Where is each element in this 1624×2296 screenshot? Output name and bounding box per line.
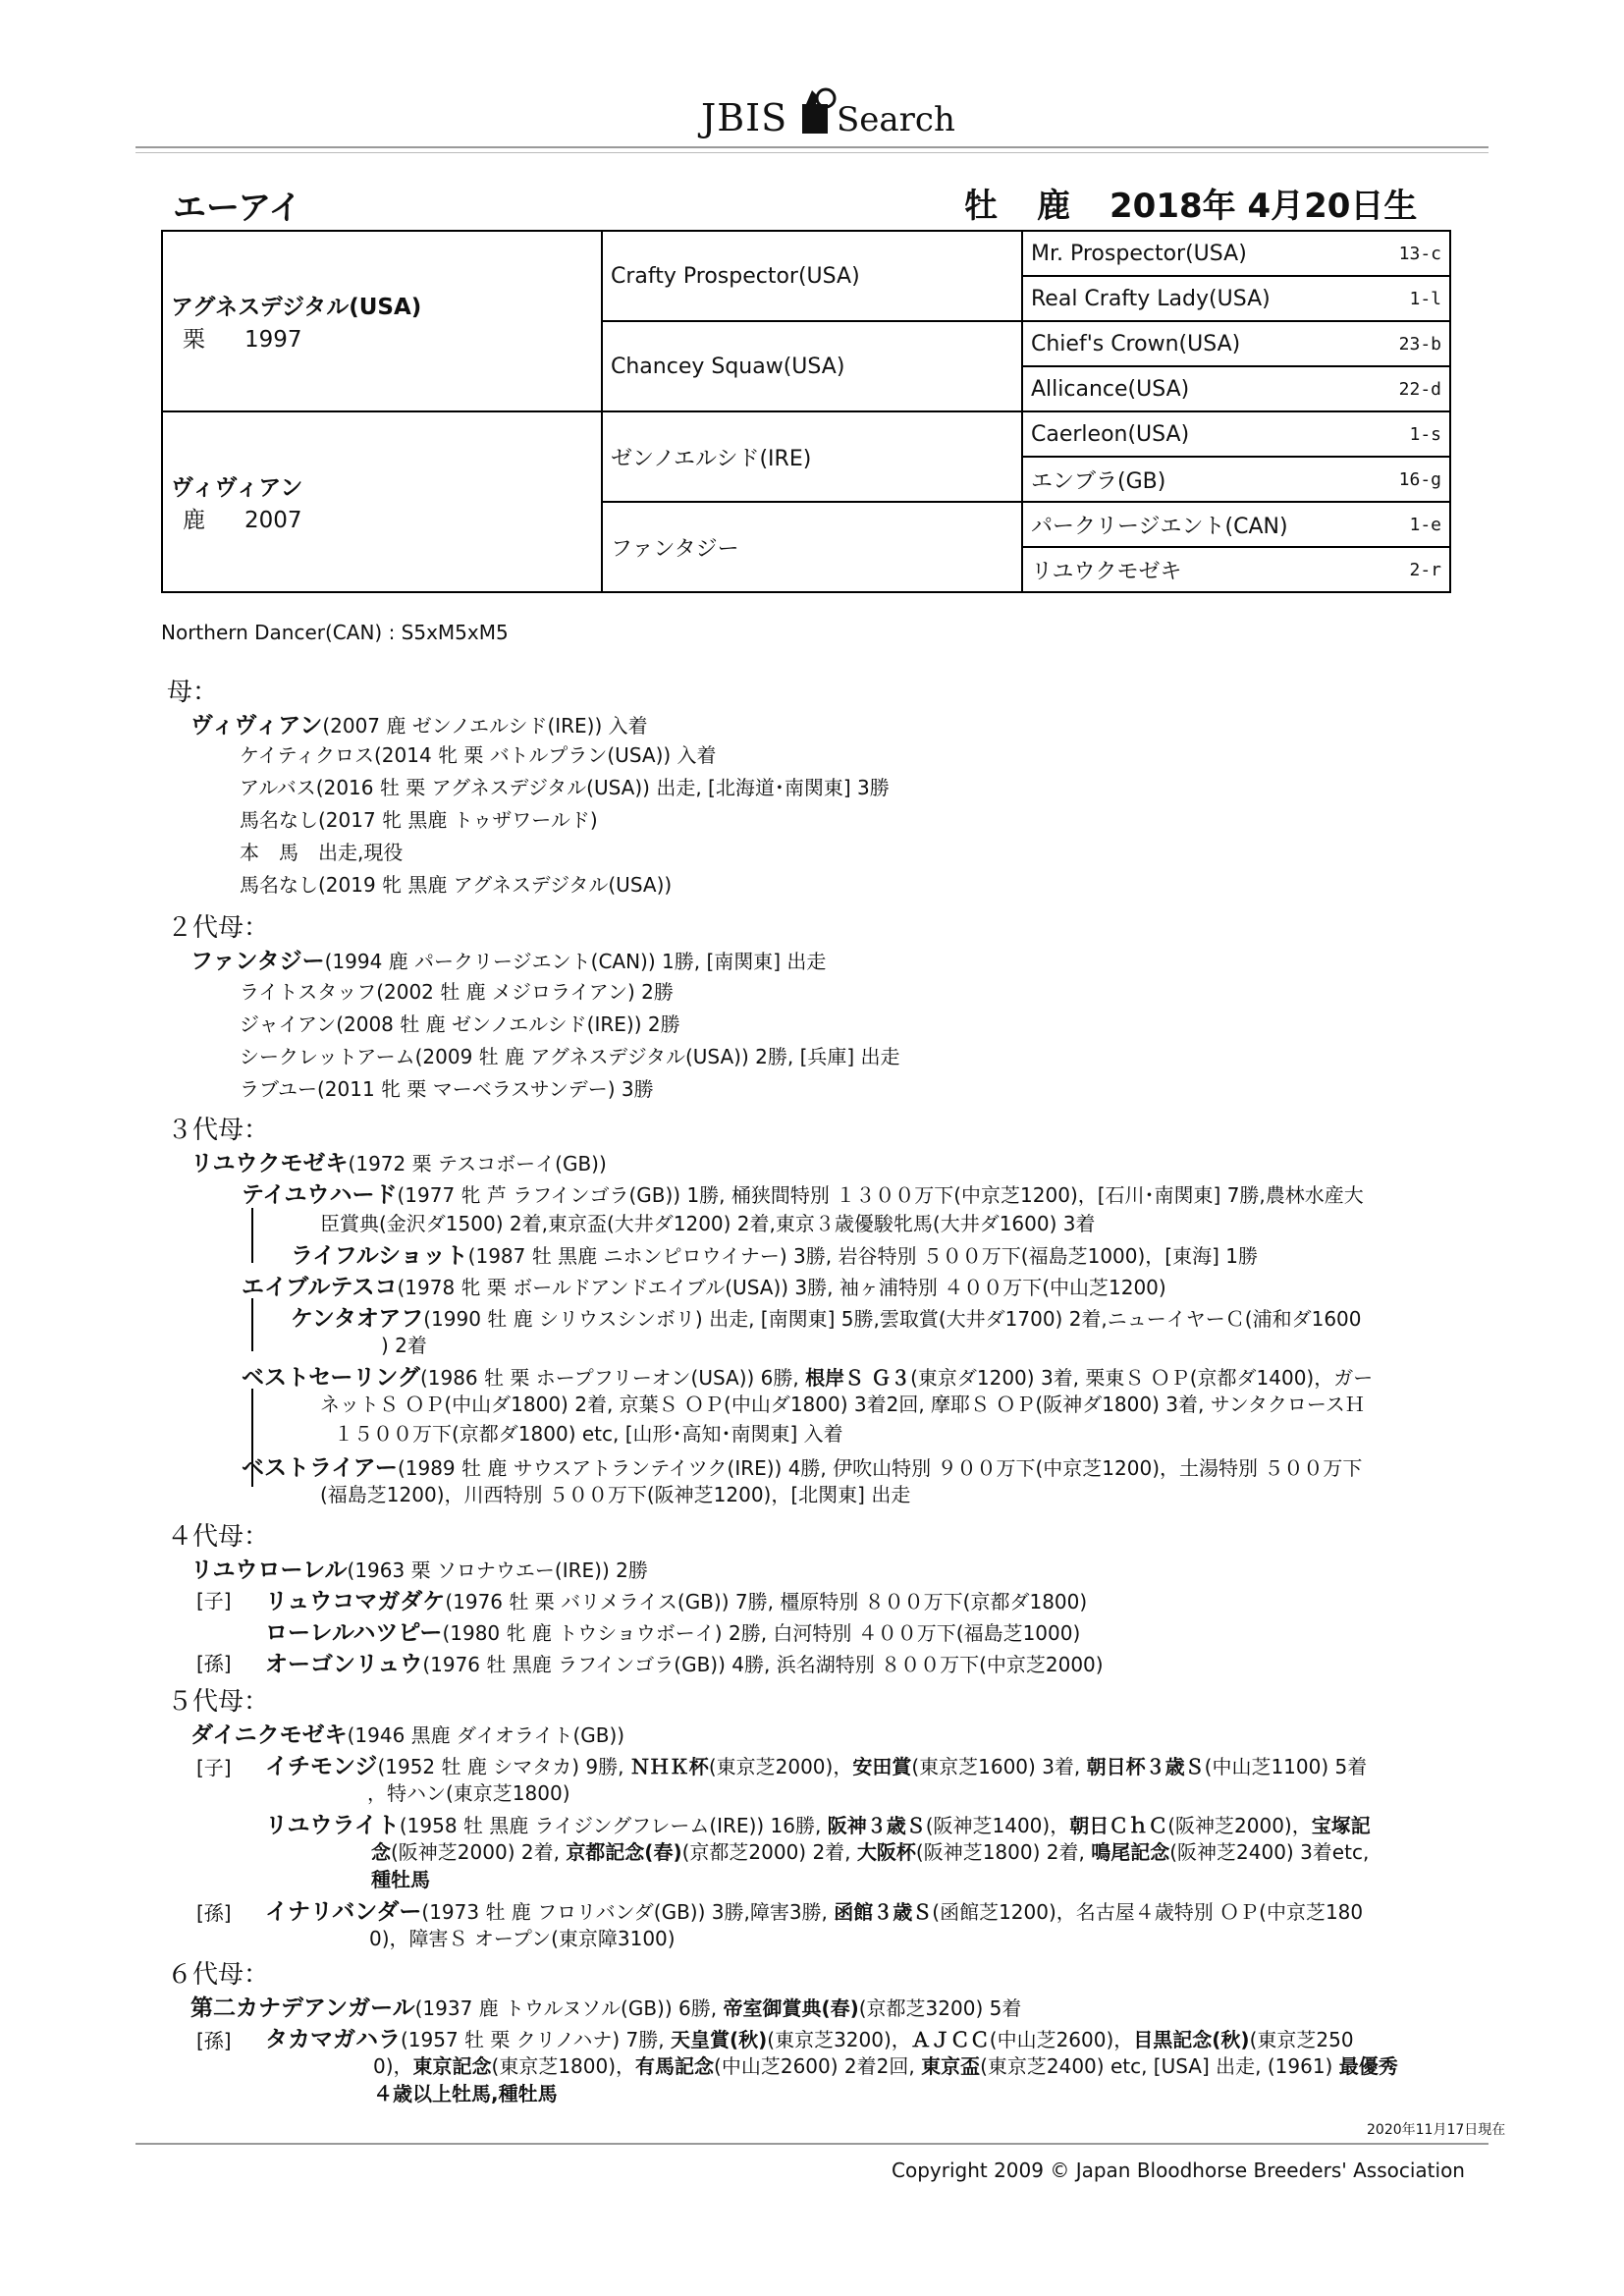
family-line: オーゴンリュウ(1976 牡 黒鹿 ラフインゴラ(GB)) 4勝, 浜名湖特別 ８００万下(中京芝2000) — [265, 1652, 1104, 1677]
family-line: ネットＳ ＯＰ(中山ダ1800) 2着, 京葉Ｓ ＯＰ(中山ダ1800) 3着2回, 摩耶Ｓ ＯＰ(阪神ダ1800) 3着, サンタクロースＨ — [320, 1393, 1365, 1416]
family-line: 馬名なし(2017 牝 黒鹿 トゥザワールド) — [240, 808, 598, 832]
family-line: タカマガハラ(1957 牡 栗 クリノハナ) 7勝, 天皇賞(秋)(東京芝3200)，ＡＪＣＣ(中山芝2600)，目黒記念(秋)(東京芝250 — [265, 2027, 1354, 2052]
child-tag: [子] — [196, 1756, 232, 1779]
horse-bag-icon — [798, 86, 838, 136]
section-title-6th-dam: ６代母： — [167, 1960, 270, 1990]
family-line: シークレットアーム(2009 牡 鹿 アグネスデジタル(USA)) 2勝, [兵庫] 出走 — [240, 1045, 900, 1068]
logo-text-search: Search — [837, 100, 955, 139]
family-line: ケイティクロス(2014 牝 栗 バトルプラン(USA)) 入着 — [240, 743, 717, 767]
copyright: Copyright 2009 © Japan Bloodhorse Breeders' Association — [892, 2159, 1465, 2182]
grandchild-tag: [孫] — [196, 1652, 232, 1675]
family-line: ファンタジー(1994 鹿 パークリージエント(CAN)) 1勝, [南関東] 出走 — [190, 949, 827, 974]
pedigree-dam[interactable] — [162, 411, 602, 592]
family-line: ベストライアー(1989 牡 鹿 サウスアトランテイツク(IRE)) 4勝, 伊吹山特別 ９００万下(中京芝1200)，土湯特別 ５００万下 — [242, 1455, 1363, 1481]
family-line: イナリバンダー(1973 牡 鹿 フロリバンダ(GB)) 3勝,障害3勝, 函館３歳Ｓ(函館芝1200)，名古屋４歳特別 ＯＰ(中京芝180 — [265, 1899, 1364, 1925]
grandchild-tag: [孫] — [196, 2029, 232, 2052]
family-line: リユウライト(1958 牡 黒鹿 ライジングフレーム(IRE)) 16勝, 阪神３歳Ｓ(阪神芝1400)，朝日ＣｈＣ(阪神芝2000)，宝塚記 — [265, 1813, 1371, 1838]
logo-text-jbis: JBIS — [701, 96, 788, 139]
dam-color: 鹿 — [183, 508, 205, 533]
family-line: ラブユー(2011 牝 栗 マーベラスサンデー) 3勝 — [240, 1077, 654, 1101]
sire-year: 1997 — [244, 327, 302, 353]
descendant-bracket — [251, 1298, 253, 1351]
footer-rule — [135, 2143, 1489, 2145]
pedigree-gen3-6[interactable]: エンブラ(GB) — [1022, 457, 1375, 502]
sire-color: 栗 — [183, 327, 205, 353]
family-line: ローレルハツピー(1980 牝 鹿 トウショウボーイ) 2勝, 白河特別 ４００万下(福島芝1000) — [265, 1620, 1081, 1646]
section-title-5th-dam: ５代母： — [167, 1687, 270, 1717]
family-line: 念(阪神芝2000) 2着, 京都記念(春)(京都芝2000) 2着, 大阪杯(阪神芝1800) 2着, 鳴尾記念(阪神芝2400) 3着etc, — [371, 1840, 1370, 1864]
family-number: 1-s — [1375, 411, 1450, 457]
family-number: 16-g — [1375, 457, 1450, 502]
family-line: ヴィヴィアン(2007 鹿 ゼンノエルシド(IRE)) 入着 — [190, 713, 648, 738]
family-line: ) 2着 — [381, 1334, 427, 1357]
dam-name: ヴィヴィアン — [171, 475, 303, 501]
horse-birth: 2018年 4月20日生 — [1110, 187, 1418, 226]
descendant-bracket — [251, 1208, 253, 1263]
section-title-3rd-dam: ３代母： — [167, 1116, 270, 1145]
grandchild-tag: [孫] — [196, 1901, 232, 1925]
family-line: リユウローレル(1963 栗 ソロナウエー(IRE)) 2勝 — [190, 1558, 648, 1583]
family-line: ケンタオアフ(1990 牡 鹿 シリウスシンボリ) 出走, [南関東] 5勝,雲取賞(大井ダ1700) 2着,ニューイヤーＣ(浦和ダ1600 — [291, 1306, 1362, 1332]
family-line: 0)，障害Ｓ オープン(東京障3100) — [369, 1927, 676, 1950]
family-line: １５００万下(京都ダ1800) etc, [山形･高知･南関東] 入着 — [334, 1422, 843, 1446]
inbreeding-note: Northern Dancer(CAN) : S5xM5xM5 — [161, 621, 509, 644]
pedigree-gen3-3[interactable]: Chief's Crown(USA) — [1022, 321, 1375, 366]
pedigree-gen3-2[interactable]: Real Crafty Lady(USA) — [1022, 276, 1375, 321]
section-title-dam: 母： — [167, 678, 219, 707]
family-line: アルバス(2016 牡 栗 アグネスデジタル(USA)) 出走, [北海道･南関東] 3勝 — [240, 776, 890, 799]
pedigree-gen2-1[interactable]: Crafty Prospector(USA) — [602, 231, 1022, 321]
family-line: 本 馬 出走,現役 — [240, 841, 404, 864]
family-number: 22-d — [1375, 366, 1450, 411]
family-line: 0)，東京記念(東京芝1800)，有馬記念(中山芝2600) 2着2回, 東京盃(東京芝2400) etc, [USA] 出走, (1961) 最優秀 — [373, 2054, 1398, 2078]
horse-name: エーアイ — [173, 189, 302, 228]
family-line: リユウクモゼキ(1972 栗 テスコボーイ(GB)) — [190, 1151, 607, 1176]
family-line: ライトスタッフ(2002 牡 鹿 メジロライアン) 2勝 — [240, 980, 674, 1004]
pedigree-gen3-7[interactable]: パークリージエント(CAN) — [1022, 502, 1375, 547]
family-line: ライフルショット(1987 牡 黒鹿 ニホンピロウイナー) 3勝, 岩谷特別 ５００万下(福島芝1000)，[東海] 1勝 — [291, 1243, 1258, 1269]
pedigree-gen3-4[interactable]: Allicance(USA) — [1022, 366, 1375, 411]
horse-sex: 牡 — [964, 187, 998, 226]
family-number: 23-b — [1375, 321, 1450, 366]
family-line: ダイニクモゼキ(1946 黒鹿 ダイオライト(GB)) — [190, 1722, 625, 1748]
family-line: 種牡馬 — [371, 1868, 430, 1891]
header-rule-thin — [135, 152, 1489, 153]
pedigree-table — [161, 230, 1451, 593]
family-number: 1-e — [1375, 502, 1450, 547]
pedigree-sire[interactable] — [162, 231, 602, 411]
family-line: 臣賞典(金沢ダ1500) 2着,東京盃(大井ダ1200) 2着,東京３歳優駿牝馬(大井ダ1600) 3着 — [320, 1212, 1096, 1235]
jbis-search-logo[interactable] — [701, 57, 955, 147]
family-line: リュウコマガダケ(1976 牡 栗 バリメライス(GB)) 7勝, 橿原特別 ８００万下(京都ダ1800) — [265, 1589, 1088, 1614]
as-of-date: 2020年11月17日現在 — [1367, 2122, 1506, 2138]
family-number: 1-l — [1375, 276, 1450, 321]
pedigree-gen3-5[interactable]: Caerleon(USA) — [1022, 411, 1375, 457]
section-title-2nd-dam: ２代母： — [167, 913, 270, 943]
family-number: 13-c — [1375, 231, 1450, 276]
pedigree-gen3-1[interactable]: Mr. Prospector(USA) — [1022, 231, 1375, 276]
family-line: イチモンジ(1952 牡 鹿 シマタカ) 9勝, ＮＨＫ杯(東京芝2000)，安田賞(東京芝1600) 3着, 朝日杯３歳Ｓ(中山芝1100) 5着 — [265, 1754, 1368, 1779]
horse-meta — [964, 179, 1417, 227]
family-line: ベストセーリング(1986 牡 栗 ホープフリーオン(USA)) 6勝, 根岸Ｓ Ｇ３(東京ダ1200) 3着, 栗東Ｓ ＯＰ(京都ダ1400)，ガー — [242, 1365, 1374, 1391]
family-line: ４歳以上牡馬,種牡馬 — [373, 2082, 558, 2105]
sire-name: アグネスデジタル(USA) — [171, 295, 422, 320]
child-tag: [子] — [196, 1589, 232, 1613]
pedigree-gen2-4[interactable]: ファンタジー — [602, 502, 1022, 592]
family-line: エイブルテスコ(1978 牝 栗 ボールドアンドエイブル(USA)) 3勝, 袖ヶ浦特別 ４００万下(中山芝1200) — [242, 1275, 1166, 1300]
family-line: 馬名なし(2019 牝 黒鹿 アグネスデジタル(USA)) — [240, 873, 673, 897]
dam-year: 2007 — [244, 508, 302, 533]
family-line: 第二カナデアンガール(1937 鹿 トウルヌソル(GB)) 6勝, 帝室御賞典(春)(京都芝3200) 5着 — [190, 1995, 1022, 2021]
family-line: ジャイアン(2008 牡 鹿 ゼンノエルシド(IRE)) 2勝 — [240, 1012, 680, 1036]
family-line: (福島芝1200)，川西特別 ５００万下(阪神芝1200)，[北関東] 出走 — [320, 1483, 911, 1506]
horse-color: 鹿 — [1037, 187, 1070, 226]
family-number: 2-r — [1375, 547, 1450, 592]
family-line: ，特ハン(東京芝1800) — [367, 1781, 570, 1805]
section-title-4th-dam: ４代母： — [167, 1522, 270, 1552]
family-line: テイユウハード(1977 牝 芦 ラフインゴラ(GB)) 1勝, 桶狭間特別 １３００万下(中京芝1200)，[石川･南関東] 7勝,農林水産大 — [242, 1182, 1364, 1208]
header-rule — [135, 146, 1489, 148]
pedigree-gen3-8[interactable]: リユウクモゼキ — [1022, 547, 1375, 592]
pedigree-gen2-3[interactable]: ゼンノエルシド(IRE) — [602, 411, 1022, 502]
pedigree-gen2-2[interactable]: Chancey Squaw(USA) — [602, 321, 1022, 411]
